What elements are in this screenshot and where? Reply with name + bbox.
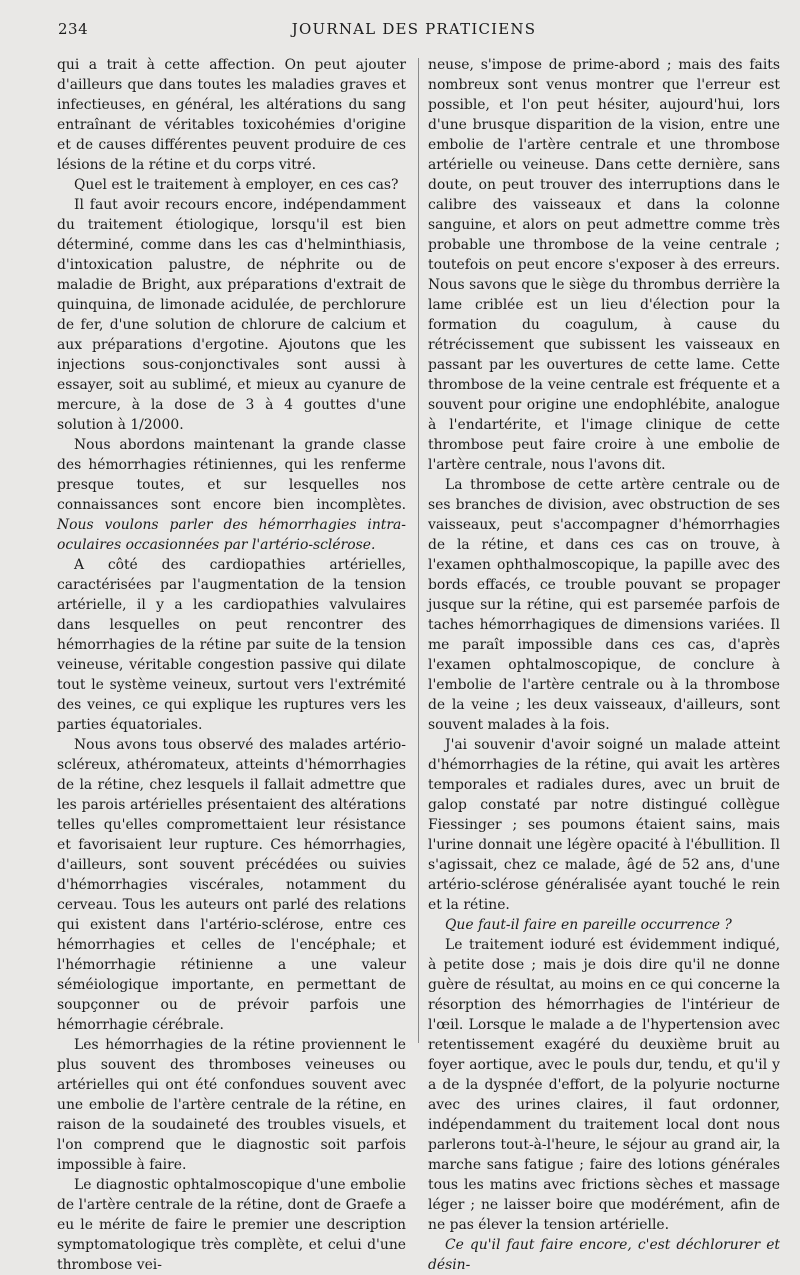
- italic-question: Que faut-il faire en pareille occurrence ?: [445, 917, 732, 933]
- left-column: [57, 55, 406, 1275]
- journal-title: JOURNAL DES PRATICIENS: [291, 20, 537, 38]
- paragraph: Il faut avoir recours encore, indépendamment du traitement étiologique, lorsqu'il est bien déterminé, comme dans les cas d'helminthiasis, d'intoxication palustre, de néphrite ou de maladie de Bright, aux préparations d'extrait de quinquina, de limonade acidulée, de perchlorure de fer, d'une solution de chlorure de calcium et aux préparations d'ergotine. Ajoutons que les injections sous-conjonctivales sont aussi à essayer, soit au sublimé, et mieux au cyanure de mercure, à la dose de 3 à 4 gouttes d'une solution à 1/2000.: [57, 197, 406, 433]
- right-column: [428, 55, 780, 1275]
- paragraph: J'ai souvenir d'avoir soigné un malade atteint d'hémorrhagies de la rétine, qui avait les artères temporales et radiales dures, avec un bruit de galop constaté par notre distingué collègue Fiessinger ; ses poumons étaient sains, mais l'urine donnait une légère opacité à l'ébullition. Il s'agissait, chez ce malade, âgé de 52 ans, d'une artério-sclérose généralisée ayant touché le rein et la rétine.: [428, 737, 780, 913]
- paragraph: [57, 435, 406, 555]
- paragraph: La thrombose de cette artère centrale ou de ses branches de division, avec obstruction de ses vaisseaux, peut s'accompagner d'hémorrhagies de la rétine, et dans ces cas on trouve, à l'examen ophthalmoscopique, la papille avec des bords effacés, ce trouble pouvant se propager jusque sur la rétine, qui est parsemée parfois de taches hémorrhagiques de dimensions variées. Il me paraît impossible dans ces cas, d'après l'examen ophtalmoscopique, de conclure à l'embolie de l'artère centrale ou à la thrombose de la veine ; les deux vaisseaux, d'ailleurs, sont souvent malades à la fois.: [428, 477, 780, 733]
- paragraph: Quel est le traitement à employer, en ces cas?: [74, 177, 399, 193]
- italic-paragraph: Ce qu'il faut faire encore, c'est déchlorurer et désin-: [428, 1237, 780, 1273]
- paragraph-text: Nous abordons maintenant la grande classe des hémorrhagies rétiniennes, qui les renferme presque toutes, et sur lesquelles nos connaissances sont encore bien incomplètes.: [57, 437, 406, 513]
- paragraph: neuse, s'impose de prime-abord ; mais des faits nombreux sont venus montrer que l'erreur est possible, et l'on peut hésiter, aujourd'hui, lors d'une brusque disparition de la vision, entre une embolie de l'artère centrale et une thrombose artérielle ou veineuse. Dans cette dernière, sans doute, on peut trouver des interruptions dans le calibre des vaisseaux et dans la colonne sanguine, et alors on peut admettre comme très probable une thrombose de la veine centrale ; toutefois on peut encore s'exposer à des erreurs. Nous savons que le siège du thrombus derrière la lame criblée est un lieu d'élection pour la formation du coagulum, à cause du rétrécissement que subissent les vaisseaux en passant par les ouvertures de cette lame. Cette thrombose de la veine centrale est fréquente et a souvent pour origine une endophlébite, analogue à l'endartérite, et l'image clinique de cette thrombose peut faire croire à une embolie de l'artère centrale, nous l'avons dit.: [428, 57, 780, 473]
- paragraph: Le diagnostic ophtalmoscopique d'une embolie de l'artère centrale de la rétine, dont de Graefe a eu le mérite de faire le premier une description symptomatologique très complète, et celui d'une thrombose vei-: [57, 1177, 406, 1273]
- paragraph: Le traitement ioduré est évidemment indiqué, à petite dose ; mais je dois dire qu'il ne donne guère de résultat, au moins en ce qui concerne la résorption des hémorrhagies de l'intérieur de l'œil. Lorsque le malade a de l'hypertension avec retentissement exagéré du deuxième bruit au foyer aortique, avec le pouls dur, tendu, et qu'il y a de la dyspnée d'effort, de la polyurie nocturne avec des urines claires, il faut ordonner, indépendamment du traitement local dont nous parlerons tout-à-l'heure, le séjour au grand air, la marche sans fatigue ; faire des lotions générales tous les matins avec frictions sèches et massage léger ; ne laisser boire que modérément, afin de ne pas élever la tension artérielle.: [428, 937, 780, 1233]
- paragraph: Nous avons tous observé des malades artério-scléreux, athéromateux, atteints d'hémorrhagies de la rétine, chez lesquels il fallait admettre que les parois artérielles présentaient des altérations telles qu'elles compromettaient leur résistance et favorisaient leur rupture. Ces hémorrhagies, d'ailleurs, sont souvent précédées ou suivies d'hémorrhagies viscérales, notamment du cerveau. Tous les auteurs ont parlé des relations qui existent dans l'artério-sclérose, entre ces hémorrhagies et celles de l'encéphale; et l'hémorrhagie rétinienne a une valeur séméiologique importante, en permettant de soupçonner ou de prévoir parfois une hémorrhagie cérébrale.: [57, 737, 406, 1033]
- paragraph: Les hémorrhagies de la rétine proviennent le plus souvent des thromboses veineuses ou artérielles qui ont été confondues souvent avec une embolie de l'artère centrale de la rétine, en raison de la soudaineté des troubles visuels, et l'on comprend que le diagnostic soit parfois impossible à faire.: [57, 1037, 406, 1173]
- paragraph: A côté des cardiopathies artérielles, caractérisées par l'augmentation de la tension artérielle, il y a les cardiopathies valvulaires dans lesquelles on peut rencontrer des hémorrhagies de la rétine par suite de la tension veineuse, véritable congestion passive qui dilate tout le système veineux, surtout vers l'extrémité des veines, ce qui explique les ruptures vers les parties équatoriales.: [57, 557, 406, 733]
- page-number: 234: [58, 20, 89, 38]
- column-divider: [418, 58, 419, 1043]
- page-header: [58, 20, 770, 42]
- emphasized-text: Nous voulons parler des hémorrhagies intra-oculaires occasionnées par l'artério-sclérose.: [57, 517, 406, 553]
- paragraph: qui a trait à cette affection. On peut ajouter d'ailleurs que dans toutes les maladies graves et infectieuses, en général, les altérations du sang entraînant de véritables toxicohémies d'origine et de causes différentes peuvent produire de ces lésions de la rétine et du corps vitré.: [57, 57, 406, 173]
